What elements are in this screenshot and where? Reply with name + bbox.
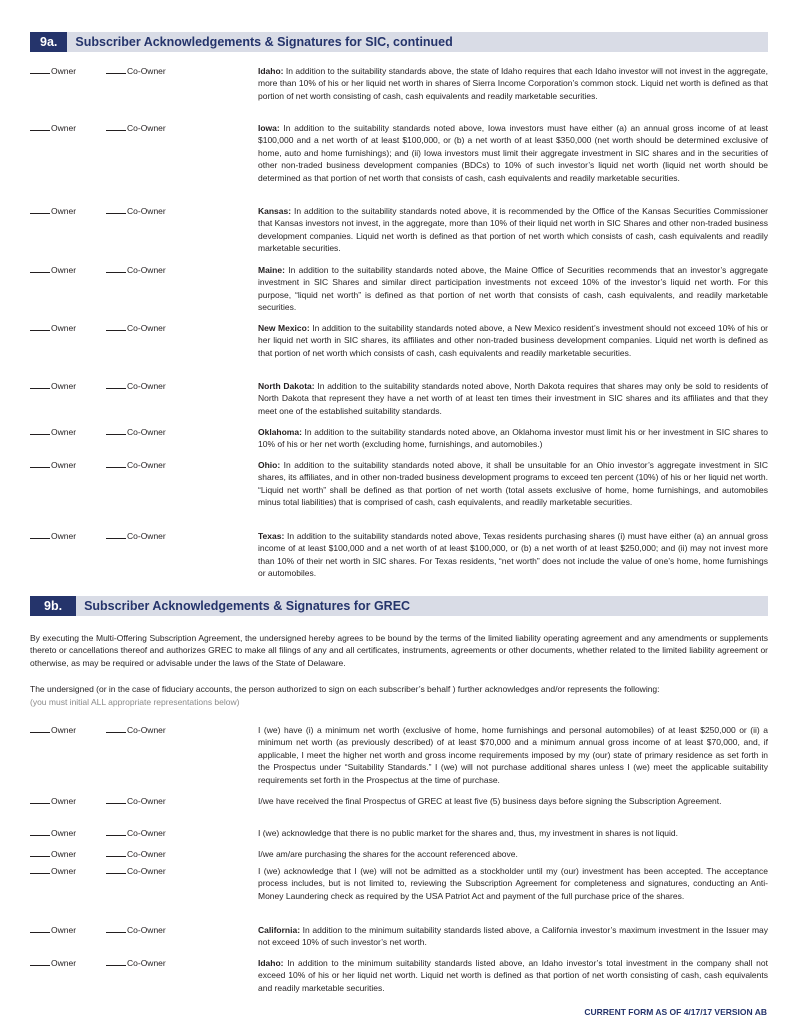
coowner-initial-field[interactable]: Co-Owner	[106, 848, 166, 860]
coowner-initial-field[interactable]: Co-Owner	[106, 426, 166, 438]
grec-acknowledgement-statement: The undersigned (or in the case of fiduciary accounts, the person authorized to sign on each subscriber’s behalf ) further acknowledges and/or represents the following:	[30, 684, 660, 694]
ack-text: Ohio: In addition to the suitability standards noted above, it shall be unsuitable for an Ohio investor’s aggregate investment in SIC shares, its affiliates, and in other non-traded business development programs to exceed ten percent (10%) of his or her liquid net worth. “Liquid net worth” shall be defined as that portion of net worth (total assets exclusive of home, home furnishings, and automobiles minus total liabilities) that is comprised of cash, cash equivalents, and readily marketable securities.	[258, 460, 768, 508]
owner-initial-field[interactable]: Owner	[30, 65, 76, 77]
coowner-initial-field[interactable]: Co-Owner	[106, 459, 166, 471]
section-9a-number: 9a.	[30, 32, 67, 52]
owner-initial-field[interactable]: Owner	[30, 865, 76, 877]
ack-text: Iowa: In addition to the suitability standards noted above, Iowa investors must have either (a) an annual gross income of at least $100,000 and a net worth of at least $100,000, or (b) a net worth of at least $350,000 (net worth should be determined exclusive of home, auto and home furnishings); and (ii) Iowa investors must limit their aggregate investment in SIC shares and in the securities of other non-traded business development companies (BDCs) to 10% of such investor’s liquid net worth (liquid net worth should be determined as that portion of net worth that consists of cash, cash equivalents and readily marketable securities.	[258, 123, 768, 183]
ack-text: I (we) acknowledge that I (we) will not be admitted as a stockholder until my (our) investment has been accepted. The acceptance process includes, but is not limited to, reviewing the Subscription Agreement for completeness and signatures, conducting an Anti-Money Laundering check as required by the USA Patriot Act and payment of the full purchase price of the shares.	[258, 866, 768, 901]
owner-initial-field[interactable]: Owner	[30, 426, 76, 438]
owner-initial-field[interactable]: Owner	[30, 530, 76, 542]
ack-text: Maine: In addition to the suitability standards noted above, the Maine Office of Securities recommends that an investor’s aggregate investment in SIC Shares and similar direct participation investments not exceed 10% of the investor’s liquid net worth. For this purpose, “liquid net worth” is defined as that portion of net worth that consists of cash, cash equivalents, and readily marketable securities.	[258, 265, 768, 313]
section-9b-header	[30, 596, 768, 616]
owner-initial-field[interactable]: Owner	[30, 380, 76, 392]
ack-text: Idaho: In addition to the minimum suitability standards listed above, an Idaho investor’s total investment in the company shall not exceed 10% of his or her liquid net worth. Liquid net worth is defined as that portion of net worth consisting of cash, cash equivalents and readily marketable securities.	[258, 958, 768, 993]
ack-text: California: In addition to the minimum suitability standards listed above, a California investor’s maximum investment in the Issuer may not exceed 10% of such investor’s net worth.	[258, 925, 768, 948]
ack-text: I (we) acknowledge that there is no public market for the shares and, thus, my investment in shares is not liquid.	[258, 828, 679, 838]
section-9b-number: 9b.	[30, 596, 76, 616]
coowner-initial-field[interactable]: Co-Owner	[106, 827, 166, 839]
owner-initial-field[interactable]: Owner	[30, 827, 76, 839]
ack-text: North Dakota: In addition to the suitability standards noted above, North Dakota requires that shares may only be sold to residents of North Dakota that represent they have a net worth of at least ten times their investment in SIC shares and its affiliates and that they meet one of the established suitability standards.	[258, 381, 768, 416]
owner-initial-field[interactable]: Owner	[30, 924, 76, 936]
owner-initial-field[interactable]: Owner	[30, 957, 76, 969]
coowner-initial-field[interactable]: Co-Owner	[106, 380, 166, 392]
ack-text: I (we) have (i) a minimum net worth (exclusive of home, home furnishings and personal automobiles) of at least $250,000 or (ii) a minimum net worth (as previously described) of at least $70,000 and a minimum annual gross income of at least $70,000, and, if applicable, I meet the higher net worth and gross income requirements imposed by my (our) state of primary residence as set forth in the Prospectus under “Suitability Standards.” I (we) will not purchase additional shares unless I (we) meet the applicable suitability requirements set forth in the Prospectus at the time of purchase.	[258, 725, 768, 785]
section-9a-title: Subscriber Acknowledgements & Signatures for SIC, continued	[75, 35, 453, 49]
grec-initial-instruction: (you must initial ALL appropriate representations below)	[30, 697, 240, 707]
ack-text: Kansas: In addition to the suitability standards noted above, it is recommended by the Office of the Kansas Securities Commissioner that Kansas investors not invest, in the aggregate, more than 10% of their liquid net worth in SIC Shares and other non-traded business development companies. Liquid net worth is defined as that portion of net worth which consists of cash, cash equivalents and readily marketable securities.	[258, 206, 768, 254]
coowner-initial-field[interactable]: Co-Owner	[106, 122, 166, 134]
ack-text: Texas: In addition to the suitability standards noted above, Texas residents purchasing shares (i) must have either (a) an annual gross income of at least $100,000 and a net worth of at least $100,000, or (b) a net worth of at least $250,000; and (ii) may not invest more than 10% of their net worth in SIC shares. For Texas residents, “net worth” does not include the value of one’s home, home furnishings or automobiles.	[258, 531, 768, 579]
section-9a-header	[30, 32, 768, 52]
coowner-initial-field[interactable]: Co-Owner	[106, 865, 166, 877]
coowner-initial-field[interactable]: Co-Owner	[106, 264, 166, 276]
owner-initial-field[interactable]: Owner	[30, 205, 76, 217]
coowner-initial-field[interactable]: Co-Owner	[106, 957, 166, 969]
owner-initial-field[interactable]: Owner	[30, 322, 76, 334]
owner-initial-field[interactable]: Owner	[30, 122, 76, 134]
section-9b-title: Subscriber Acknowledgements & Signatures for GREC	[84, 599, 411, 613]
owner-initial-field[interactable]: Owner	[30, 795, 76, 807]
owner-initial-field[interactable]: Owner	[30, 724, 76, 736]
coowner-initial-field[interactable]: Co-Owner	[106, 795, 166, 807]
coowner-initial-field[interactable]: Co-Owner	[106, 530, 166, 542]
coowner-initial-field[interactable]: Co-Owner	[106, 724, 166, 736]
owner-initial-field[interactable]: Owner	[30, 264, 76, 276]
coowner-initial-field[interactable]: Co-Owner	[106, 65, 166, 77]
coowner-initial-field[interactable]: Co-Owner	[106, 322, 166, 334]
grec-intro-paragraph: By executing the Multi-Offering Subscription Agreement, the undersigned hereby agrees to be bound by the terms of the limited liability operating agreement and any amendments or supplements thereto or cancellations thereof and authorizes GREC to make all filings of any and all certificates, instruments, agreements or other documents, whether related to the limited liability agreement or otherwise, as may be required or advisable under the laws of the State of Delaware.	[30, 633, 768, 668]
owner-initial-field[interactable]: Owner	[30, 459, 76, 471]
ack-text: Oklahoma: In addition to the suitability standards noted above, an Oklahoma investor must limit his or her investment in SIC shares to 10% of his or her net worth (excluding home, furnishings, and automobiles.)	[258, 427, 768, 450]
coowner-initial-field[interactable]: Co-Owner	[106, 205, 166, 217]
coowner-initial-field[interactable]: Co-Owner	[106, 924, 166, 936]
ack-text: I/we am/are purchasing the shares for the account referenced above.	[258, 849, 518, 859]
form-version-footer: CURRENT FORM AS OF 4/17/17 VERSION AB	[584, 1007, 767, 1017]
ack-text: I/we have received the final Prospectus of GREC at least five (5) business days before signing the Subscription Agreement.	[258, 796, 722, 806]
ack-text: Idaho: In addition to the suitability standards above, the state of Idaho requires that each Idaho investor will not invest in the aggregate, more than 10% of his or her liquid net worth in shares of Sierra Income Corporation’s common stock. Liquid net worth is defined as that portion of net worth consisting of cash, cash equivalents and readily marketable securities.	[258, 66, 768, 101]
ack-text: New Mexico: In addition to the suitability standards noted above, a New Mexico resident’s investment should not exceed 10% of his or her liquid net worth in SIC shares, its affiliates and other non-traded business development companies. Liquid net worth is defined as that portion of net worth which consists of cash, cash equivalents and readily marketable securities.	[258, 323, 768, 358]
owner-initial-field[interactable]: Owner	[30, 848, 76, 860]
